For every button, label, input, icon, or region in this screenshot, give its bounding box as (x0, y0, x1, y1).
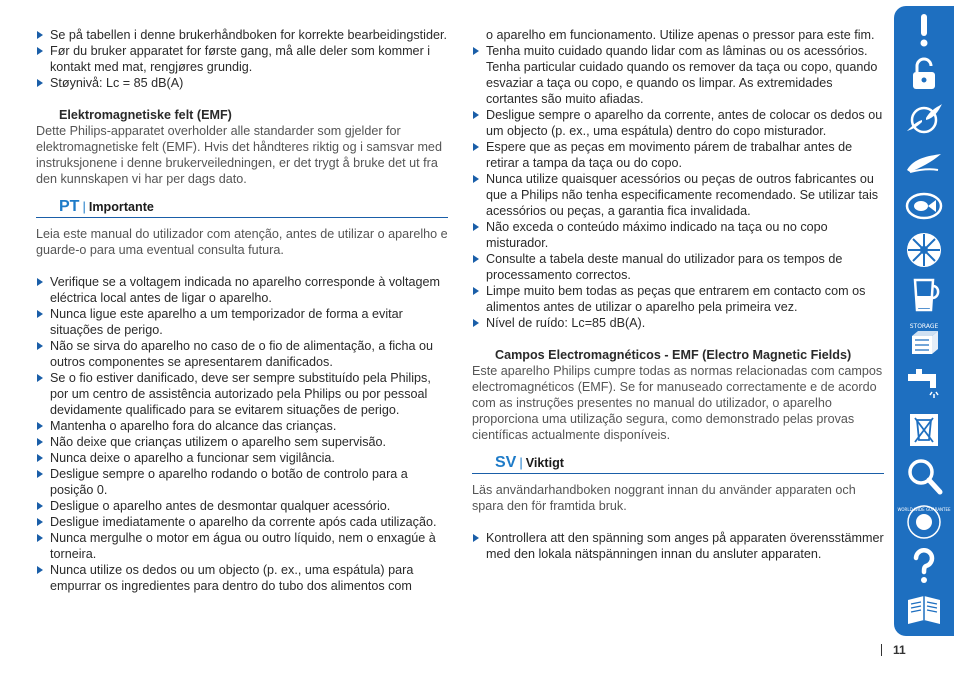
list-item: Desligue imediatamente o aparelho da corrente após cada utilização. (36, 514, 448, 530)
list-item: Desligue sempre o aparelho da corrente, antes de colocar os dedos ou um objecto (p. ex., uma espátula) dentro do copo misturador. (472, 107, 884, 139)
whisk-icon[interactable] (900, 142, 948, 182)
list-item: Nível de ruído: Lc=85 dB(A). (472, 315, 884, 331)
no-emf-title: Elektromagnetiske felt (EMF) (59, 108, 232, 122)
list-item: Espere que as peças em movimento párem de trabalhar antes de retirar a tampa da taça ou do copo. (472, 139, 884, 171)
list-item: Verifique se a voltagem indicada no aparelho corresponde à voltagem eléctrica local antes de ligar o aparelho. (36, 274, 448, 306)
blade-icon[interactable] (900, 98, 948, 138)
storage-icon[interactable] (900, 320, 948, 360)
list-item: Nunca utilize quaisquer acessórios ou peças de outros fabricantes ou que a Philips não tenha especificamente recomendado. Se utilizar tais acessórios ou peças, a garantia fica invalidada. (472, 171, 884, 219)
sv-list (472, 530, 884, 562)
no-emf-text: Dette Philips-apparatet overholder alle standarder som gjelder for elektromagnetiske felt (EMF). Hvis det håndteres riktig og i samsvar med instruksjonene i denne brukerveiledningen, er det trygt å bruke det ut fra den kunnskapen vi har per dags dato. (36, 124, 442, 186)
list-item: Desligue o aparelho antes de desmontar qualquer acessório. (36, 498, 448, 514)
list-item: Não exceda o conteúdo máximo indicado na taça ou no copo misturador. (472, 219, 884, 251)
list-item: Før du bruker apparatet for første gang, må alle deler som kommer i kontakt med mat, rengjøres grundig. (36, 43, 448, 75)
list-item: Não se sirva do aparelho no caso de o fio de alimentação, a ficha ou outros componentes se apresentarem danificados. (36, 338, 448, 370)
pt-code: PT (59, 198, 80, 215)
pt-title: Importante (88, 200, 154, 214)
sv-code: SV (495, 454, 517, 471)
list-item: Consulte a tabela deste manual do utilizador para os tempos de processamento correctos. (472, 251, 884, 283)
sv-section-header (472, 455, 884, 474)
right-column (472, 27, 884, 562)
list-item: Kontrollera att den spänning som anges på apparaten överensstämmer med den lokala nätspänningen innan du ansluter apparaten. (472, 530, 884, 562)
magnifier-icon[interactable] (900, 456, 948, 496)
padlock-icon[interactable] (900, 54, 948, 94)
list-item: Limpe muito bem todas as peças que entrarem em contacto com os alimentos antes de utilizar o aparelho pela primeira vez. (472, 283, 884, 315)
pt-emf-title: Campos Electromagnéticos - EMF (Electro Magnetic Fields) (495, 348, 852, 362)
chapter-sidebar (894, 6, 954, 636)
list-item: Nunca deixe o aparelho a funcionar sem vigilância. (36, 450, 448, 466)
pt-section-header (36, 199, 448, 218)
list-item: Desligue sempre o aparelho rodando o botão de controlo para a posição 0. (36, 466, 448, 498)
tap-icon[interactable] (900, 364, 948, 404)
pt-list (36, 274, 448, 594)
sv-intro: Läs användarhandboken noggrant innan du använder apparaten och spara den för framtida bruk. (472, 483, 856, 513)
pt-continuation: o aparelho em funcionamento. Utilize apenas o pressor para este fim. (486, 28, 875, 42)
book-icon[interactable] (900, 590, 948, 630)
fish-icon[interactable] (900, 186, 948, 226)
list-item: Nunca ligue este aparelho a um temporizador de forma a evitar situações de perigo. (36, 306, 448, 338)
no-top-list (36, 27, 448, 91)
list-item: Se på tabellen i denne brukerhåndboken for korrekte bearbeidingstider. (36, 27, 448, 43)
jug-icon[interactable] (900, 274, 948, 314)
list-item: Tenha muito cuidado quando lidar com as lâminas ou os acessórios. Tenha particular cuidado quando os remover da taça ou copo, quando esvaziar a taça ou copo, e quando os limpar. As extremidades cortantes são muito afiadas. (472, 43, 884, 107)
pt-intro: Leia este manual do utilizador com atenção, antes de utilizar o aparelho e guarde-o para uma eventual consulta futura. (36, 227, 448, 257)
sv-title: Viktigt (525, 456, 564, 470)
list-item: Støynivå: Lc = 85 dB(A) (36, 75, 448, 91)
page-number-divider (881, 644, 882, 656)
list-item: Se o fio estiver danificado, deve ser sempre substituído pela Philips, por um centro de assistência autorizado pela Philips ou por pessoal devidamente qualificado para se evitarem situações de perigo. (36, 370, 448, 418)
pt-separator: | (82, 199, 86, 214)
fan-disc-icon[interactable] (900, 230, 948, 270)
bin-icon[interactable] (900, 410, 948, 450)
list-item: Nunca mergulhe o motor em água ou outro líquido, nem o enxagúe à torneira. (36, 530, 448, 562)
page-number: 11 (893, 643, 906, 657)
list-item: Mantenha o aparelho fora do alcance das crianças. (36, 418, 448, 434)
pt-list-continued (472, 43, 884, 331)
question-icon[interactable] (900, 546, 948, 586)
list-item: Não deixe que crianças utilizem o aparelho sem supervisão. (36, 434, 448, 450)
sv-separator: | (519, 455, 523, 470)
guarantee-label: WORLD-WIDE GUARANTEE (897, 507, 951, 512)
guarantee-icon[interactable] (897, 502, 951, 542)
left-column (36, 27, 448, 594)
exclamation-icon[interactable] (900, 10, 948, 50)
storage-label: STORAGE (909, 323, 939, 330)
pt-emf-text: Este aparelho Philips cumpre todas as normas relacionadas com campos electromagnéticos (EMF). Se for manuseado correctamente e de acordo com as instruções presentes no manual do utilizador, o aparelho proporciona uma utilização segura, como demonstrado pelas provas científicas actualmente disponíveis. (472, 364, 883, 442)
list-item: Nunca utilize os dedos ou um objecto (p. ex., uma espátula) para empurrar os ingredientes para dentro do tubo dos alimentos com (36, 562, 448, 594)
